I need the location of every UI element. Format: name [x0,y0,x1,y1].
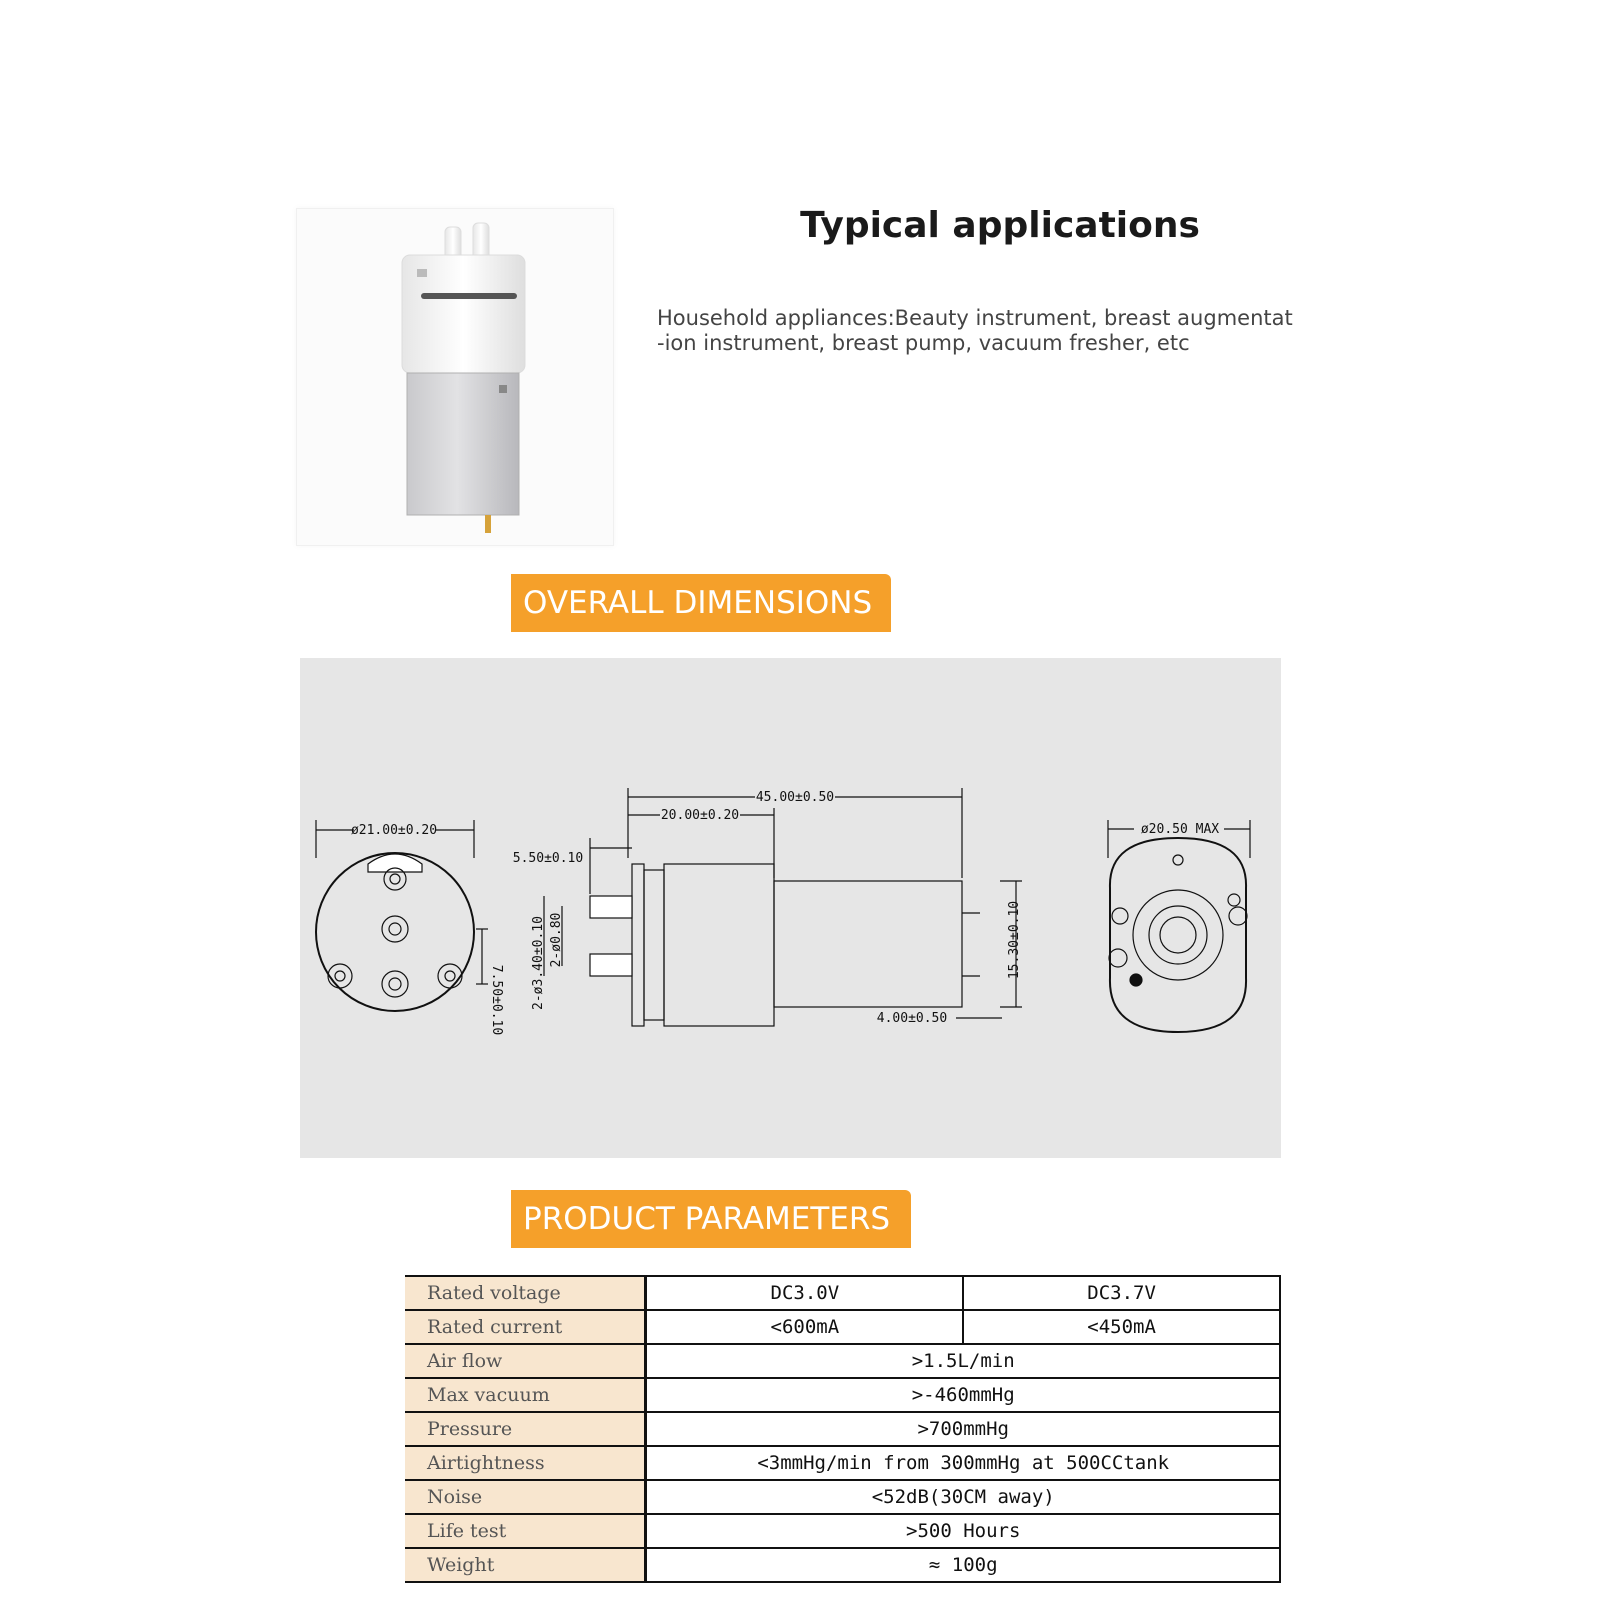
parameter-value-3v: <600mA [646,1310,963,1344]
parameter-value: ≈ 100g [646,1548,1280,1582]
parameter-value: >500 Hours [646,1514,1280,1548]
parameter-label: Pressure [405,1412,646,1446]
parameter-label: Max vacuum [405,1378,646,1412]
rear-diameter-label: ø20.50 MAX [1140,822,1220,837]
overall-dimensions-banner: OVERALL DIMENSIONS [511,574,891,632]
parameter-label: Weight [405,1548,646,1582]
parameter-value: <52dB(30CM away) [646,1480,1280,1514]
terminal-length-label: 4.00±0.50 [876,1011,948,1026]
front-diameter-label: ø21.00±0.20 [350,823,438,838]
parameter-value: >-460mmHg [646,1378,1280,1412]
head-length-label: 20.00±0.20 [660,808,740,823]
parameters-table [405,1275,1281,1583]
dimension-drawing [300,658,1281,1158]
parameters-table-body [405,1276,1280,1582]
technical-drawing-svg [300,658,1281,1158]
parameter-label: Rated voltage [405,1276,646,1310]
table-row [405,1480,1280,1514]
parameter-value-3-7v: <450mA [963,1310,1280,1344]
nozzle-hole-label: 2-ø0.80 [549,912,564,968]
nozzle-length-label: 5.50±0.10 [512,851,584,866]
applications-title: Typical applications [800,205,1200,246]
parameter-label: Air flow [405,1344,646,1378]
parameter-value: >1.5L/min [646,1344,1280,1378]
table-row [405,1514,1280,1548]
parameter-value-3-7v: DC3.7V [963,1276,1280,1310]
parameter-value: <3mmHg/min from 300mmHg at 500CCtank [646,1446,1280,1480]
table-row [405,1310,1280,1344]
total-length-label: 45.00±0.50 [755,790,835,805]
rear-view [1108,820,1250,1032]
product-parameters-banner: PRODUCT PARAMETERS [511,1190,911,1248]
parameter-value: >700mmHg [646,1412,1280,1446]
table-row [405,1548,1280,1582]
table-row [405,1446,1280,1480]
applications-description [657,306,1317,356]
table-row [405,1412,1280,1446]
side-view [544,788,1022,1026]
parameter-label: Airtightness [405,1446,646,1480]
nozzle-diameter-label: 2-ø3.40±0.10 [531,916,546,1010]
table-row [405,1276,1280,1310]
parameter-label: Noise [405,1480,646,1514]
front-view [316,820,488,1011]
air-pump-illustration [297,209,613,545]
applications-line-2: -ion instrument, breast pump, vacuum fresher, etc [657,331,1190,355]
parameter-value-3v: DC3.0V [646,1276,963,1310]
table-row [405,1378,1280,1412]
applications-line-1: Household appliances:Beauty instrument, breast augmentat [657,306,1293,330]
table-row [405,1344,1280,1378]
parameter-label: Rated current [405,1310,646,1344]
front-offset-label: 7.50±0.10 [489,964,504,1036]
motor-height-label: 15.30±0.10 [1007,900,1022,980]
product-photo [296,208,614,546]
parameter-label: Life test [405,1514,646,1548]
